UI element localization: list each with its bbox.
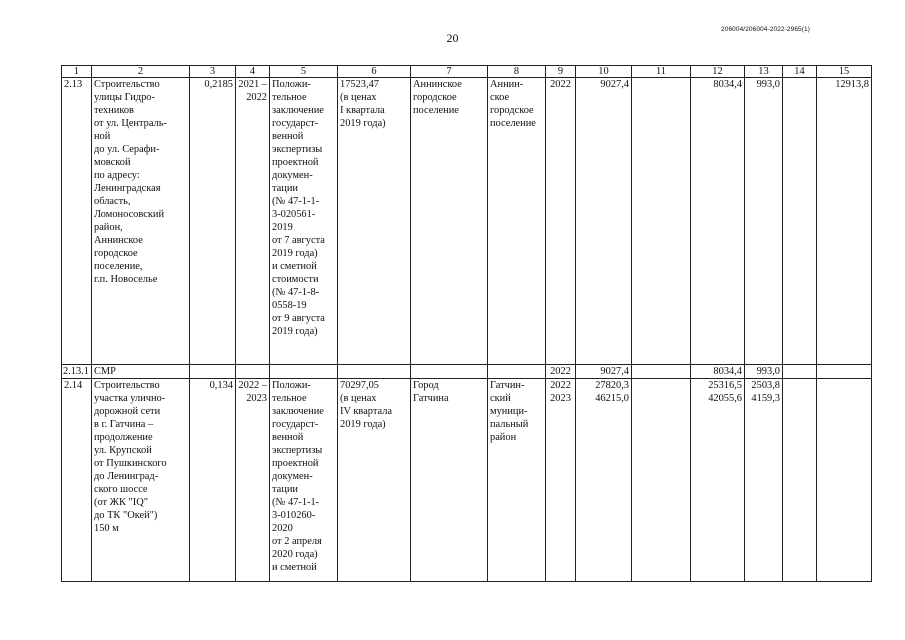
table-row: [62, 365, 872, 379]
column-header: 6: [338, 66, 411, 78]
object-name: Строительство улицы Гидро- техников от ул. Централь- ной до ул. Серафи- мовской по адресу: Ленинградская область, Ломоносовский район, Аннинское городское поселение, г.п. Новоселье: [92, 78, 190, 365]
column-header: 11: [632, 66, 691, 78]
financing-year: 2023: [550, 393, 571, 404]
column-12-value: 42055,6: [708, 393, 742, 404]
column-12-value: 8034,4: [691, 78, 745, 365]
object-name: Строительство участка улично- дорожной сети в г. Гатчина – продолжение ул. Крупской от Пушкинского до Ленинград- ского шоссе (от ЖК "IQ" до ТК "Окей") 150 м: [92, 379, 190, 582]
construction-years: 2021 – 2022: [236, 78, 270, 365]
column-header: 12: [691, 66, 745, 78]
total-amount: 46215,0: [595, 393, 629, 404]
financing-year: 2022: [546, 78, 576, 365]
document-id: 206004/206004-2022-2965(1): [721, 26, 810, 33]
table-row: [62, 78, 872, 365]
column-12-value: 25316,5: [708, 380, 742, 391]
row-number: 2.14: [62, 379, 92, 582]
table-row: [62, 379, 872, 582]
total-amounts: [576, 379, 632, 582]
object-length: 0,134: [190, 379, 236, 582]
column-12-values: [691, 379, 745, 582]
estimated-cost: 17523,47 (в ценах I квартала 2019 года): [338, 78, 411, 365]
column-header: 14: [783, 66, 817, 78]
total-amount: 9027,4: [576, 78, 632, 365]
object-name: СМР: [92, 365, 190, 379]
row-number: 2.13: [62, 78, 92, 365]
column-13-value: 4159,3: [751, 393, 780, 404]
page-number: 20: [446, 31, 459, 45]
financing-year: 2022: [550, 380, 571, 391]
column-header: 2: [92, 66, 190, 78]
program-table: [61, 65, 872, 582]
total-amount: 9027,4: [576, 365, 632, 379]
column-header: 5: [270, 66, 338, 78]
financing-years: [546, 379, 576, 582]
column-15-value: 12913,8: [817, 78, 872, 365]
column-13-value: 993,0: [745, 365, 783, 379]
column-13-values: [745, 379, 783, 582]
column-header: 10: [576, 66, 632, 78]
design-documents: Положи- тельное заключение государст- венной экспертизы проектной докумен- тации (№ 47-1-1- 3-010260- 2020 от 2 апреля 2020 года) и сметной: [270, 379, 338, 582]
owner: Аннинское городское поселение: [411, 78, 488, 365]
column-number-row: [62, 66, 872, 78]
column-header: 3: [190, 66, 236, 78]
column-13-value: 993,0: [745, 78, 783, 365]
column-header: 15: [817, 66, 872, 78]
column-header: 13: [745, 66, 783, 78]
column-11-value: [632, 78, 691, 365]
column-header: 4: [236, 66, 270, 78]
column-header: 9: [546, 66, 576, 78]
total-amount: 27820,3: [595, 380, 629, 391]
financing-year: 2022: [546, 365, 576, 379]
row-number: 2.13.1: [62, 365, 92, 379]
estimated-cost: 70297,05 (в ценах IV квартала 2019 года): [338, 379, 411, 582]
column-header: 8: [488, 66, 546, 78]
owner: Город Гатчина: [411, 379, 488, 582]
column-12-value: 8034,4: [691, 365, 745, 379]
column-header: 1: [62, 66, 92, 78]
recipient: Гатчин- ский муници- пальный район: [488, 379, 546, 582]
column-13-value: 2503,8: [751, 380, 780, 391]
design-documents: Положи- тельное заключение государст- венной экспертизы проектной докумен- тации (№ 47-1-1- 3-020561- 2019 от 7 августа 2019 года) и сметной стоимости (№ 47-1-8- 0558-19 от 9 августа 2019 года): [270, 78, 338, 365]
object-length: 0,2185: [190, 78, 236, 365]
column-header: 7: [411, 66, 488, 78]
construction-years: 2022 – 2023: [236, 379, 270, 582]
column-14-value: [783, 78, 817, 365]
recipient: Аннин- ское городское поселение: [488, 78, 546, 365]
